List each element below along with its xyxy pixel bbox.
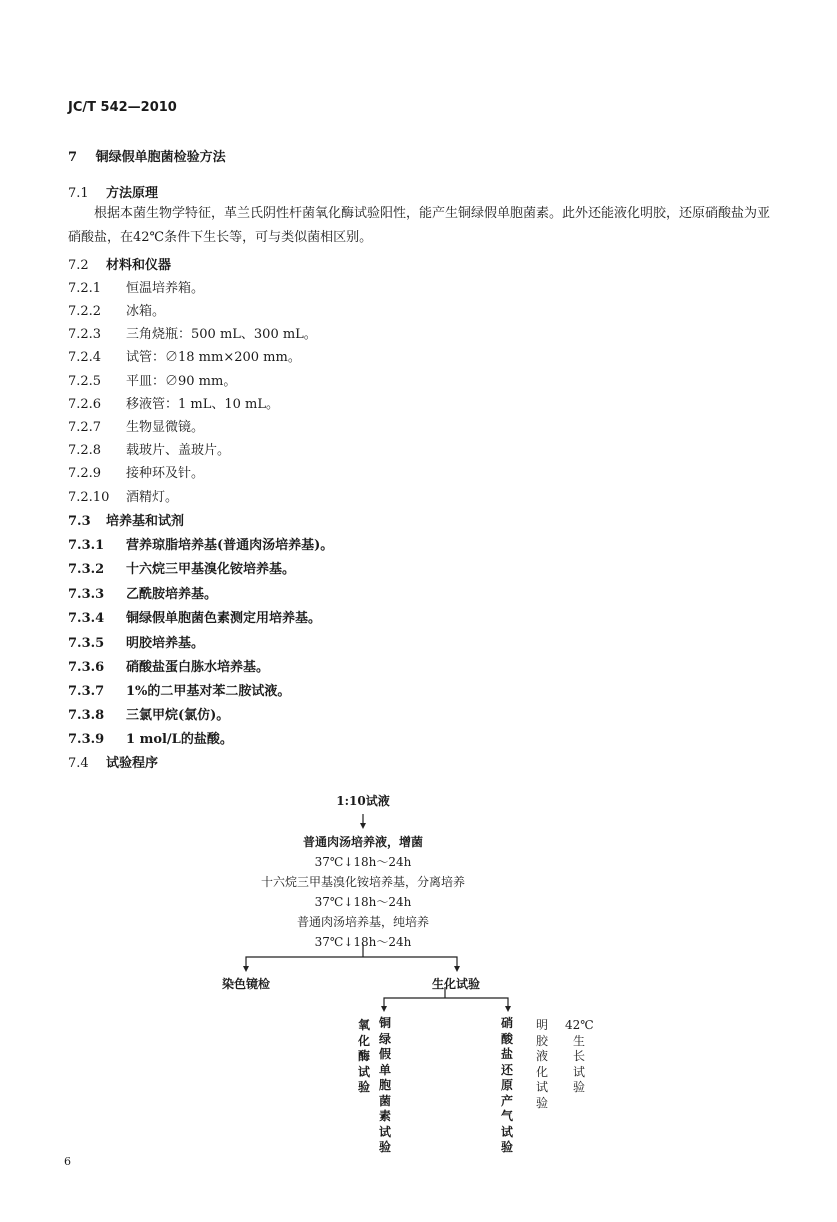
item-text: 生物显微镜。	[126, 420, 205, 435]
item-number: 7.2.6	[68, 397, 102, 412]
item-text: 硝酸盐蛋白胨水培养基。	[126, 660, 270, 675]
item-text: 1%的二甲基对苯二胺试液。	[126, 684, 291, 699]
subsection-title: 方法原理	[106, 186, 159, 201]
item-number: 7.2.9	[68, 466, 102, 481]
subsection-number: 7.2	[68, 258, 89, 273]
section-number: 7	[68, 150, 78, 165]
item-number: 7.3.5	[68, 636, 105, 651]
test-gelatin-liquefaction: 明胶液化试验	[535, 1018, 548, 1110]
item-text: 接种环及针。	[126, 466, 205, 481]
flow-condition: 37℃↓18h～24h	[314, 855, 412, 869]
item-number: 7.3.2	[68, 562, 105, 577]
item-number: 7.3.7	[68, 684, 105, 699]
section-title: 铜绿假单胞菌检验方法	[95, 150, 226, 165]
standard-number: JC/T 542—2010	[68, 100, 177, 115]
flow-branch-staining: 染色镜检	[221, 977, 270, 991]
item-text: 冰箱。	[126, 304, 166, 319]
flow-node-isolation: 十六烷三甲基溴化铵培养基，分离培养	[260, 875, 465, 889]
item-text: 三氯甲烷(氯仿)。	[126, 708, 230, 723]
item-text: 载玻片、盖玻片。	[126, 443, 231, 458]
arrow-head	[243, 966, 249, 972]
item-text: 酒精灯。	[126, 490, 179, 505]
item-number: 7.2.7	[68, 420, 102, 435]
arrow-head	[360, 823, 366, 829]
item-text: 平皿：∅90 mm。	[126, 374, 237, 389]
arrow-head	[505, 1006, 511, 1012]
subsection-title: 材料和仪器	[106, 258, 172, 273]
subsection-number: 7.4	[68, 756, 89, 771]
test-pyocyanin: 铜绿假单胞菌素试验	[378, 1016, 391, 1154]
test-nitrate-reduction: 硝酸盐还原产气试验	[500, 1016, 513, 1154]
item-number: 7.3.3	[68, 587, 105, 602]
item-number: 7.2.4	[68, 350, 102, 365]
item-text: 十六烷三甲基溴化铵培养基。	[126, 562, 296, 577]
item-text: 恒温培养箱。	[126, 281, 205, 296]
subsection-title: 试验程序	[106, 756, 159, 771]
subsection-title: 培养基和试剂	[106, 514, 185, 529]
item-number: 7.2.8	[68, 443, 102, 458]
item-text: 铜绿假单胞菌色素测定用培养基。	[126, 611, 322, 626]
arrow-head	[381, 1006, 387, 1012]
item-number: 7.2.1	[68, 281, 102, 296]
arrow-head	[454, 966, 460, 972]
item-number: 7.3.6	[68, 660, 105, 675]
branch-bracket	[384, 998, 508, 1008]
principle-paragraph: 根据本菌生物学特征，革兰氏阴性杆菌氧化酶试验阳性，能产生铜绿假单胞菌素。此外还能液化明胶，还原硝酸盐为亚硝酸盐，在42℃条件下生长等，可与类似菌相区别。	[68, 206, 771, 245]
item-text: 试管：∅18 mm×200 mm。	[126, 350, 301, 365]
item-number: 7.3.1	[68, 538, 105, 553]
item-number: 7.3.9	[68, 732, 105, 747]
item-number: 7.2.2	[68, 304, 102, 319]
item-text: 营养琼脂培养基(普通肉汤培养基)。	[126, 538, 334, 553]
flow-node-enrichment: 普通肉汤培养液，增菌	[302, 835, 423, 849]
branch-bracket	[246, 957, 457, 968]
flow-branch-biochemical: 生化试验	[431, 977, 480, 991]
flow-node-sample: 1:10试液	[336, 794, 390, 808]
page-number: 6	[64, 1155, 71, 1168]
item-number: 7.2.5	[68, 374, 102, 389]
test-42c-growth	[565, 1018, 599, 1096]
flow-condition: 37℃↓18h～24h	[314, 935, 412, 949]
item-number: 7.2.10	[68, 490, 110, 505]
item-number: 7.2.3	[68, 327, 102, 342]
item-text: 1 mol/L的盐酸。	[126, 732, 233, 747]
subsection-number: 7.3	[68, 514, 91, 529]
item-text: 明胶培养基。	[126, 636, 205, 651]
flow-condition: 37℃↓18h～24h	[314, 895, 412, 909]
item-text: 三角烧瓶：500 mL、300 mL。	[126, 327, 317, 342]
flow-node-pure-culture: 普通肉汤培养基，纯培养	[296, 915, 429, 929]
test-42c-text: 42℃ 生长试验	[565, 1018, 594, 1094]
item-text: 乙酰胺培养基。	[126, 587, 218, 602]
test-oxidase: 氧化酶试验	[357, 1018, 370, 1094]
item-number: 7.3.8	[68, 708, 105, 723]
item-number: 7.3.4	[68, 611, 105, 626]
item-text: 移液管：1 mL、10 mL。	[126, 397, 279, 412]
subsection-number: 7.1	[68, 186, 89, 201]
